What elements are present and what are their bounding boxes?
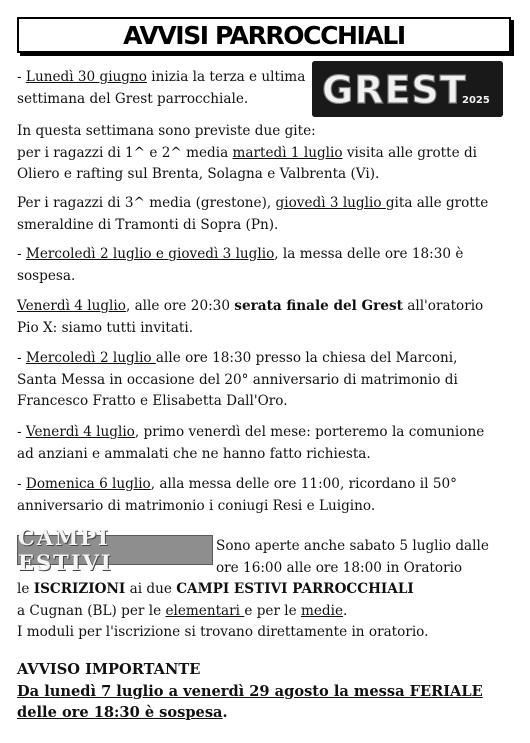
campi-estivi-logo-text: CAMPI ESTIVI — [18, 525, 113, 575]
notice-text: , alle ore 20:30 — [125, 298, 235, 314]
grest-logo-year: 2025 — [462, 95, 490, 106]
notice-text: a Cugnan (BL) per le — [17, 602, 166, 619]
dash: - — [17, 246, 26, 262]
grest-logo — [312, 61, 503, 117]
dash: - — [17, 424, 26, 440]
date-underlined: Domenica 6 luglio — [25, 476, 151, 492]
notice-bold: ISCRIZIONI — [33, 581, 126, 597]
date-underlined: Mercoledì 2 luglio — [25, 350, 156, 366]
notice-anniversario-20 — [17, 348, 499, 413]
date-underlined: Mercoledì 2 luglio e giovedì 3 luglio — [25, 246, 275, 262]
notice-text: . — [343, 602, 348, 619]
date-underlined: Lunedì 30 giugno — [25, 69, 147, 85]
date-underlined: giovedì 3 luglio — [275, 195, 386, 211]
title-box — [17, 17, 511, 53]
notice-gite — [17, 121, 499, 186]
underlined-text: medie — [300, 602, 344, 619]
notice-anniversario-50 — [17, 474, 499, 517]
grest-logo-text: GREST — [322, 68, 467, 112]
notice-text: ore 16:00 alle ore 18:00 in Oratorio — [216, 559, 463, 576]
notice-text: le — [17, 581, 34, 597]
notice-text: all'oratorio Pio X: siamo tutti invitati. — [17, 298, 484, 336]
notice-messa-sospesa — [17, 244, 499, 287]
campi-iscrizioni — [17, 579, 512, 644]
notice-bold: CAMPI ESTIVI PARROCCHIALI — [176, 581, 414, 597]
notice-text: visita alle grotte di Oliero e rafting sul Brenta, Solagna e Valbrenta (Vi). — [17, 144, 477, 182]
notice-gita-gestone — [17, 193, 499, 236]
page-title: AVVISI PARROCCHIALI — [123, 20, 405, 50]
avviso-end: . — [222, 704, 228, 721]
notice-text: , primo venerdì del mese: porteremo la comunione ad anziani e ammalati che ne hanno fatto richiesta. — [17, 424, 485, 462]
notice-text: inizia la terza e ultima settimana del Grest parrocchiale. — [17, 69, 306, 107]
dash: - — [17, 69, 26, 85]
notice-serata-finale — [17, 296, 499, 339]
campi-estivi-logo — [17, 525, 213, 575]
underlined-text: elementari — [165, 602, 245, 619]
dash: - — [17, 350, 26, 366]
notice-text: In questa settimana sono previste due gite: — [17, 123, 316, 139]
date-underlined: Venerdì 4 luglio — [25, 424, 135, 440]
date-underlined: martedì 1 luglio — [232, 144, 343, 161]
notice-text: ai due — [125, 581, 177, 597]
date-underlined: Venerdì 4 luglio — [17, 298, 126, 314]
notice-text: , alla messa delle ore 11:00, ricordano il 50° anniversario di matrimonio i coniugi Resi e Luigino. — [17, 476, 457, 514]
notice-text: , la messa delle ore 18:30 è sospesa. — [17, 246, 464, 284]
notice-text: per i ragazzi di 1^ e 2^ media — [17, 144, 233, 161]
campi-side-text — [216, 536, 506, 579]
notice-comunione — [17, 422, 499, 465]
notice-text: alle ore 18:30 presso la chiesa del Marconi, Santa Messa in occasione del 20° anniversario di matrimonio di Francesco Fratto e Elisabetta Dall'Oro. — [17, 350, 458, 409]
notice-grest-week — [17, 67, 307, 110]
dash: - — [17, 476, 26, 492]
notice-bold: serata finale del Grest — [234, 298, 403, 314]
avviso-importante — [17, 659, 507, 724]
avviso-text: Da lunedì 7 luglio a venerdì 29 agosto la messa FERIALE delle ore 18:30 è sospesa — [17, 682, 483, 721]
notice-text: e per le — [244, 602, 301, 619]
notice-text: gita alle grotte smeraldine di Tramonti di Sopra (Pn). — [17, 195, 489, 233]
avviso-heading: AVVISO IMPORTANTE — [17, 661, 201, 678]
notice-text: I moduli per l'iscrizione si trovano direttamente in oratorio. — [17, 624, 429, 640]
notice-text: Per i ragazzi di 3^ media (grestone), — [17, 195, 276, 211]
notice-text: Sono aperte anche sabato 5 luglio dalle — [216, 538, 489, 554]
grest-logo-graphic — [312, 61, 503, 117]
